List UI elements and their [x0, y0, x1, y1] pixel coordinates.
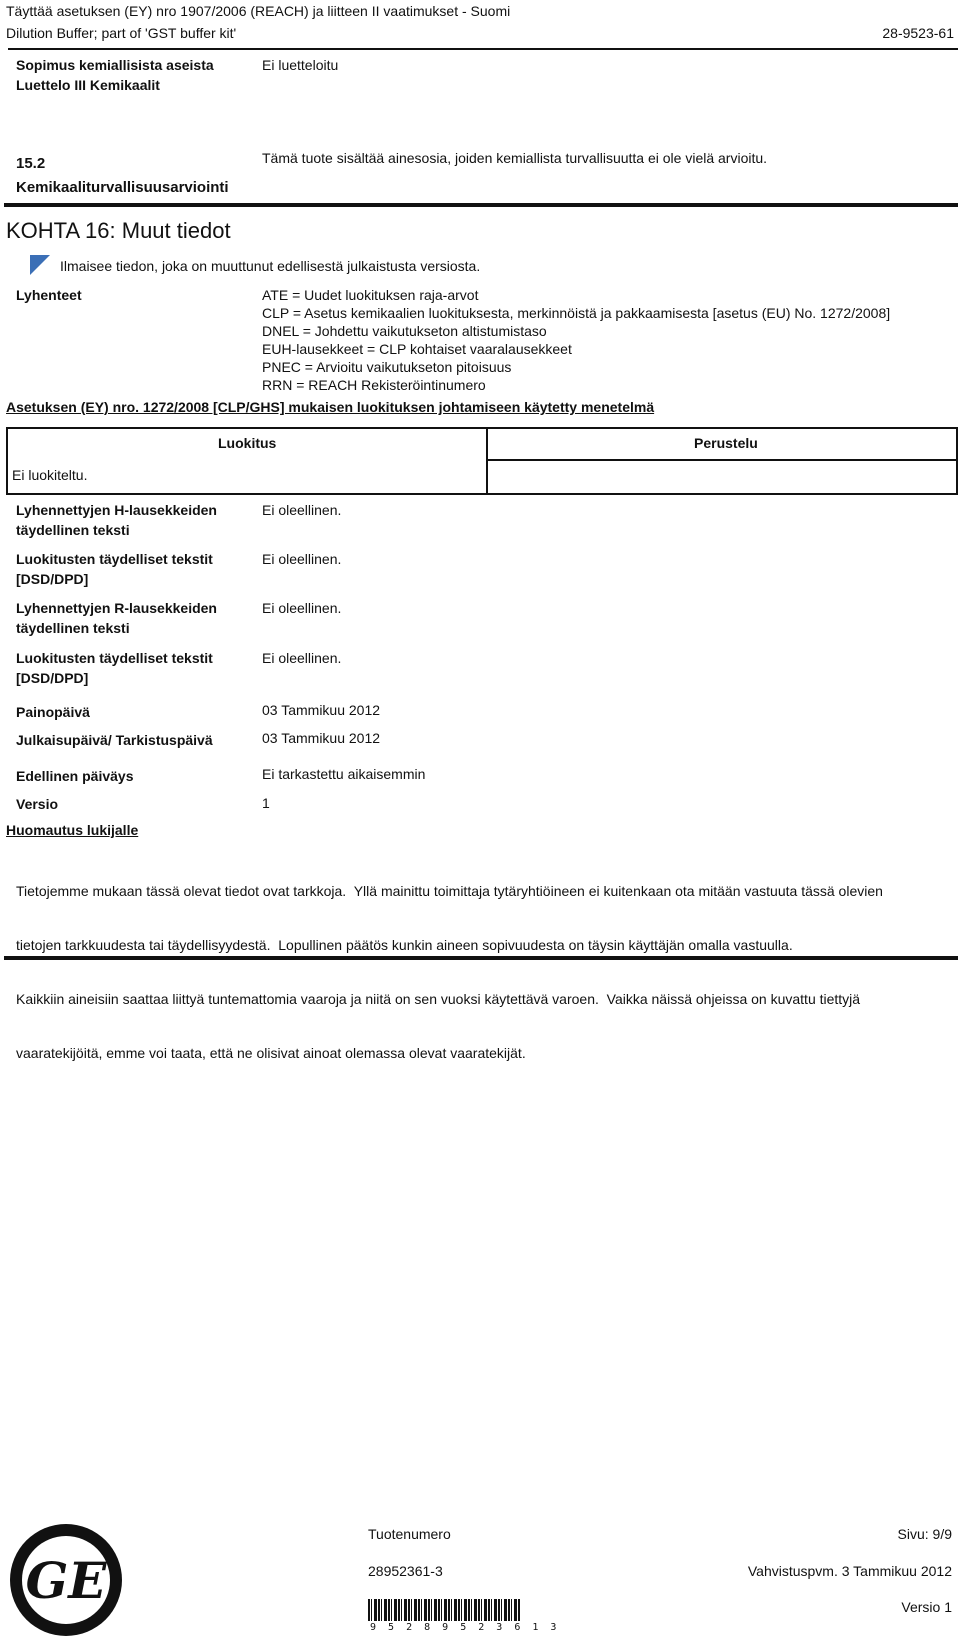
section-divider: [4, 203, 958, 207]
field-value: Ei oleellinen.: [262, 600, 342, 616]
issue-date-value: 03 Tammikuu 2012: [262, 730, 381, 746]
notice-text: [16, 846, 883, 1080]
abbreviation-line: PNEC = Arvioitu vaikutukseton pitoisuus: [262, 359, 512, 375]
field-label-line: [DSD/DPD]: [16, 670, 89, 686]
assessment-label: [16, 152, 229, 200]
notice-line: Kaikkiin aineisiin saattaa liittyä tuntemattomia vaaroja ja niitä on sen vuoksi käytettävä varoen. Vaikka näissä ohjeissa on kuvattu tiettyjä: [16, 991, 861, 1007]
table-header-divider: [486, 459, 956, 461]
field-label-line: [DSD/DPD]: [16, 571, 89, 587]
convention-value: Ei luetteloitu: [262, 57, 339, 73]
notice-line: tietojen tarkkuudesta tai täydellisyydestä. Lopullinen päätös kunkin aineen sopivuudesta on täysin käyttäjän omalla vastuulla.: [16, 937, 793, 953]
notice-line: Tietojemme mukaan tässä olevat tiedot ovat tarkkoja. Yllä mainittu toimittaja tytäryhtiöineen ei kuitenkaan ota mitään vastuuta tässä olevien: [16, 883, 883, 899]
section-end-divider: [4, 956, 958, 960]
ge-logo: [8, 1522, 124, 1638]
notice-line: vaaratekijöitä, emme voi taata, että ne olisivat ainoat olemassa olevat vaaratekijät.: [16, 1045, 526, 1061]
table-column-divider: [486, 429, 488, 493]
issue-date-label: Julkaisupäivä/ Tarkistuspäivä: [16, 732, 213, 748]
table-header-luokitus: Luokitus: [218, 435, 277, 451]
field-label-line: Luokitusten täydelliset tekstit: [16, 551, 213, 567]
abbreviation-line: EUH-lausekkeet = CLP kohtaiset vaaralausekkeet: [262, 341, 572, 357]
notice-title: Huomautus lukijalle: [6, 822, 139, 838]
doc-header-code: 28-9523-61: [882, 25, 954, 41]
abbreviation-line: ATE = Uudet luokituksen raja-arvot: [262, 287, 479, 303]
field-label: [16, 500, 217, 540]
product-number-label: Tuotenumero: [368, 1526, 451, 1542]
field-value: Ei oleellinen.: [262, 650, 342, 666]
previous-date-label: Edellinen päiväys: [16, 768, 134, 784]
product-number: 28952361-3: [368, 1563, 443, 1579]
print-date-label: Painopäivä: [16, 704, 90, 720]
section-16-title: KOHTA 16: Muut tiedot: [6, 218, 231, 243]
abbreviation-line: DNEL = Johdettu vaikutukseton altistumistaso: [262, 323, 547, 339]
abbreviation-line: CLP = Asetus kemikaalien luokituksesta, merkinnöistä ja pakkaamisesta [asetus (EU) No. 1272/2008]: [262, 305, 891, 321]
changed-note: Ilmaisee tiedon, joka on muuttunut edellisestä julkaistusta versiosta.: [60, 258, 481, 274]
field-label-line: Luokitusten täydelliset tekstit: [16, 650, 213, 666]
version-value: 1: [262, 795, 270, 811]
table-header-perustelu: Perustelu: [694, 435, 758, 451]
assessment-label-line: 15.2: [16, 155, 46, 172]
validation-date: Vahvistuspvm. 3 Tammikuu 2012: [747, 1563, 952, 1579]
field-label: [16, 598, 217, 638]
convention-label-line: Sopimus kemiallisista aseista: [16, 57, 214, 73]
abbreviations-label: Lyhenteet: [16, 287, 82, 303]
barcode: [368, 1599, 520, 1621]
barcode-digits: 9 5 2 8 9 5 2 3 6 1 3: [370, 1622, 560, 1633]
previous-date-value: Ei tarkastettu aikaisemmin: [262, 766, 426, 782]
field-label: [16, 648, 213, 688]
field-label-line: Lyhennettyjen H-lausekkeiden: [16, 502, 217, 518]
doc-header-title: Täyttää asetuksen (EY) nro 1907/2006 (REACH) ja liitteen II vaatimukset - Suomi: [6, 3, 511, 19]
ge-logo-text: GE: [25, 1551, 107, 1610]
footer-version: Versio 1: [901, 1599, 952, 1615]
header-divider: [8, 48, 958, 50]
abbreviation-line: RRN = REACH Rekisteröintinumero: [262, 377, 486, 393]
field-label-line: täydellinen teksti: [16, 522, 130, 538]
convention-label: [16, 55, 214, 95]
field-label-line: täydellinen teksti: [16, 620, 130, 636]
doc-header-product: Dilution Buffer; part of 'GST buffer kit': [6, 25, 237, 41]
method-title: Asetuksen (EY) nro. 1272/2008 [CLP/GHS] mukaisen luokituksen johtamiseen käytetty menetelmä: [6, 399, 655, 415]
field-value: Ei oleellinen.: [262, 551, 342, 567]
field-label: [16, 549, 213, 589]
assessment-value: Tämä tuote sisältää ainesosia, joiden kemiallista turvallisuutta ei ole vielä arvioitu.: [262, 150, 768, 166]
page-number: Sivu: 9/9: [897, 1526, 952, 1542]
classification-table: [6, 427, 958, 495]
field-label-line: Lyhennettyjen R-lausekkeiden: [16, 600, 217, 616]
print-date-value: 03 Tammikuu 2012: [262, 702, 381, 718]
version-label: Versio: [16, 796, 59, 812]
convention-label-line: Luettelo III Kemikaalit: [16, 77, 160, 93]
table-cell-classification: Ei luokiteltu.: [12, 467, 88, 483]
assessment-label-line: Kemikaaliturvallisuusarviointi: [16, 179, 229, 196]
field-value: Ei oleellinen.: [262, 502, 342, 518]
changed-marker-icon: [30, 255, 50, 275]
